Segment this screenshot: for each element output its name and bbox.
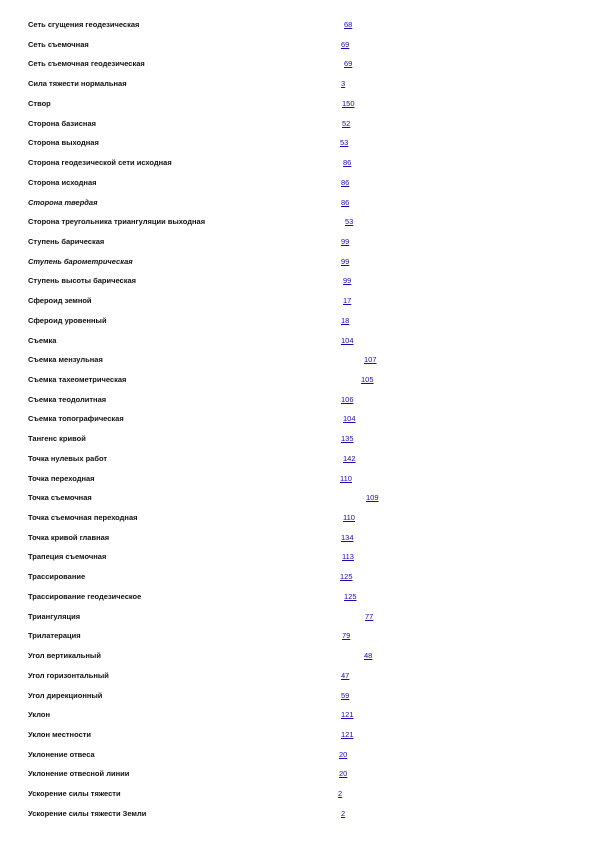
index-entry (0, 650, 595, 662)
page-number-link[interactable]: 77 (365, 611, 374, 621)
index-entry (0, 690, 595, 702)
index-term: Створ (28, 98, 51, 108)
index-entry (0, 453, 595, 465)
index-term: Сторона исходная (28, 177, 97, 187)
index-entry (0, 98, 595, 110)
index-term: Угол дирекционный (28, 690, 103, 700)
index-term: Ускорение силы тяжести Земли (28, 808, 147, 818)
page-number-link[interactable]: 86 (341, 177, 350, 187)
index-term: Ступень барическая (28, 236, 105, 246)
page-number-link[interactable]: 113 (342, 552, 354, 562)
index-term: Угол вертикальный (28, 651, 101, 660)
page-number-link[interactable]: 105 (361, 375, 374, 384)
page-number-link[interactable]: 79 (342, 631, 351, 641)
index-term: Трассирование геодезическое (28, 591, 142, 601)
page-number-link[interactable]: 48 (364, 651, 373, 660)
page-number-link[interactable]: 125 (344, 591, 357, 601)
index-term: Тангенс кривой (28, 434, 86, 444)
page-number-link[interactable]: 99 (341, 256, 350, 266)
index-entry (0, 788, 595, 800)
index-term: Сфероид земной (28, 296, 92, 306)
index-term: Точка съемочная переходная (28, 513, 138, 522)
page-number-link[interactable]: 104 (341, 335, 354, 345)
index-entry (0, 473, 595, 485)
page-number-link[interactable]: 104 (343, 414, 356, 424)
index-entry (0, 591, 595, 603)
index-term: Уклонение отвеса (28, 749, 95, 759)
index-entry (0, 630, 595, 642)
page-number-link[interactable]: 106 (341, 394, 354, 404)
index-term: Ступень высоты барическая (28, 276, 137, 286)
page-number-link[interactable]: 47 (341, 670, 350, 680)
index-entry (0, 157, 595, 169)
index-term: Сторона треугольника триангуляции выходная (28, 217, 206, 227)
index-entry (0, 808, 595, 820)
page-number-link[interactable]: 53 (340, 138, 349, 148)
index-term: Сторона выходная (28, 138, 99, 148)
index-entry (0, 58, 595, 70)
index-term: Трилатерация (28, 631, 81, 641)
page-number-link[interactable]: 69 (341, 39, 350, 49)
page-number-link[interactable]: 20 (339, 749, 348, 759)
index-entry (0, 492, 595, 504)
index-term: Съемка теодолитная (28, 394, 107, 404)
index-term: Точка переходная (28, 473, 95, 483)
index-entry (0, 709, 595, 721)
index-entry (0, 315, 595, 327)
page-number-link[interactable]: 17 (343, 296, 352, 306)
index-entry (0, 551, 595, 563)
page-number-link[interactable]: 142 (343, 453, 356, 463)
index-term: Сторона базисная (28, 118, 97, 128)
index-entry (0, 236, 595, 248)
index-entry (0, 611, 595, 623)
index-term: Съемка (28, 335, 57, 345)
index-term: Сфероид уровенный (28, 315, 107, 325)
page-number-link[interactable]: 53 (345, 217, 354, 227)
page-number-link[interactable]: 52 (342, 118, 351, 128)
index-term: Точка нулевых работ (28, 453, 108, 463)
index-term: Ступень барометрическая (28, 256, 133, 266)
index-term: Сеть сгущения геодезическая (28, 20, 140, 29)
index-entry (0, 354, 595, 366)
index-term: Сторона геодезической сети исходная (28, 158, 172, 167)
index-term: Съемка тахеометрическая (28, 375, 127, 384)
page-number-link[interactable]: 59 (341, 690, 350, 700)
index-entry (0, 177, 595, 189)
index-term: Уклонение отвесной линии (28, 769, 130, 779)
index-entry (0, 118, 595, 130)
index-term: Съемка топографическая (28, 414, 124, 424)
page-number-link[interactable]: 121 (341, 710, 354, 720)
page-number-link[interactable]: 69 (344, 59, 353, 69)
index-entry (0, 670, 595, 682)
page-number-link[interactable]: 99 (343, 276, 352, 286)
index-entry (0, 275, 595, 287)
index-term: Трассирование (28, 572, 86, 582)
index-entry (0, 39, 595, 51)
index-term: Точка кривой главная (28, 532, 110, 542)
index-entry (0, 295, 595, 307)
index-entry (0, 433, 595, 445)
page-number-link[interactable]: 99 (341, 236, 350, 246)
page-number-link[interactable]: 68 (344, 20, 353, 29)
index-entry (0, 374, 595, 386)
index-term: Триангуляция (28, 611, 81, 621)
page-number-link[interactable]: 135 (341, 434, 354, 444)
index-term: Угол горизонтальный (28, 670, 109, 680)
page-number-link[interactable]: 20 (339, 769, 348, 779)
index-entry (0, 512, 595, 524)
page-number-link[interactable]: 3 (341, 79, 346, 89)
index-term: Сила тяжести нормальная (28, 79, 127, 89)
index-term: Сторона твердая (28, 197, 98, 207)
index-entry (0, 78, 595, 90)
index-entry (0, 197, 595, 209)
index-entry (0, 729, 595, 741)
page-number-link[interactable]: 86 (343, 158, 352, 167)
index-entry (0, 571, 595, 583)
page-number-link[interactable]: 125 (340, 572, 353, 582)
page-number-link[interactable]: 2 (338, 789, 343, 799)
index-term: Сеть съемочная геодезическая (28, 59, 145, 69)
index-term: Съемка мензульная (28, 355, 103, 365)
index-entry (0, 216, 595, 228)
index-entry (0, 256, 595, 268)
page-number-link[interactable]: 150 (342, 98, 355, 108)
page-number-link[interactable]: 18 (341, 315, 350, 325)
index-term: Сеть съемочная (28, 39, 89, 49)
index-entry (0, 335, 595, 347)
page-number-link[interactable]: 110 (340, 473, 352, 483)
page-number-link[interactable]: 2 (341, 808, 346, 818)
index-entry (0, 749, 595, 761)
index-term: Точка съемочная (28, 493, 92, 503)
page-number-link[interactable]: 86 (341, 197, 350, 207)
index-entry (0, 532, 595, 544)
page-number-link[interactable]: 109 (366, 493, 379, 503)
page-number-link[interactable]: 107 (364, 355, 377, 365)
index-term: Ускорение силы тяжести (28, 789, 121, 799)
index-entry (0, 137, 595, 149)
index-term: Уклон местности (28, 729, 92, 739)
index-entry (0, 394, 595, 406)
index-entry (0, 768, 595, 780)
index-entry (0, 19, 595, 31)
page-number-link[interactable]: 110 (343, 513, 355, 522)
page-number-link[interactable]: 134 (341, 532, 354, 542)
index-term: Уклон (28, 710, 51, 720)
page-number-link[interactable]: 121 (341, 729, 354, 739)
index-entry (0, 413, 595, 425)
index-term: Трапеция съемочная (28, 552, 107, 562)
